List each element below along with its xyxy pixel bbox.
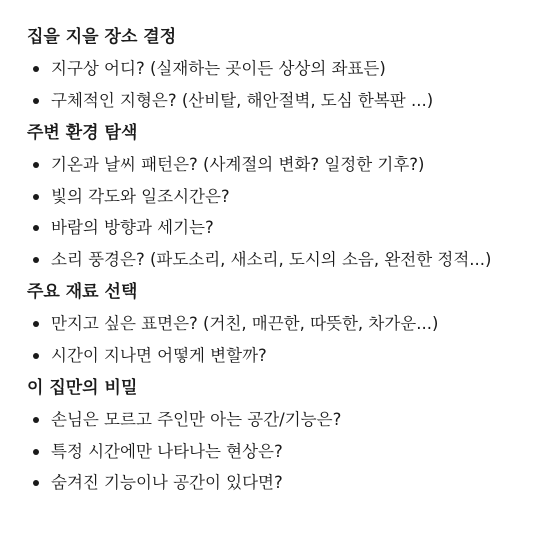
bullet-icon <box>33 162 39 168</box>
section-materials <box>27 281 527 371</box>
bullet-icon <box>33 353 39 359</box>
list-item-text: 기온과 날씨 패턴은? (사계절의 변화? 일정한 기후?) <box>51 155 425 174</box>
section-title: 주변 환경 탐색 <box>27 123 138 143</box>
section-title: 이 집만의 비밀 <box>27 378 138 398</box>
section-title: 주요 재료 선택 <box>27 282 138 302</box>
bullet-list <box>27 404 527 499</box>
list-item <box>27 436 527 468</box>
section-title: 집을 지을 장소 결정 <box>27 27 177 47</box>
list-item <box>27 467 527 499</box>
document-body <box>27 26 527 505</box>
list-item-text: 만지고 싶은 표면은? (거친, 매끈한, 따뜻한, 차가운...) <box>51 314 439 333</box>
bullet-icon <box>33 257 39 263</box>
list-item <box>27 53 527 85</box>
bullet-list <box>27 308 527 371</box>
bullet-icon <box>33 225 39 231</box>
list-item <box>27 149 527 181</box>
list-item <box>27 212 527 244</box>
bullet-icon <box>33 449 39 455</box>
list-item <box>27 85 527 117</box>
list-item-text: 지구상 어디? (실재하는 곳이든 상상의 좌표든) <box>51 59 386 78</box>
list-item-text: 손님은 모르고 주인만 아는 공간/기능은? <box>51 410 342 429</box>
list-item-text: 특정 시간에만 나타나는 현상은? <box>51 441 283 461</box>
section-location <box>27 26 527 116</box>
section-environment <box>27 122 527 275</box>
list-item-text: 소리 풍경은? (파도소리, 새소리, 도시의 소음, 완전한 정적...) <box>51 249 492 269</box>
list-item <box>27 308 527 340</box>
bullet-list <box>27 149 527 275</box>
list-item-text: 구체적인 지형은? (산비탈, 해안절벽, 도심 한복판 ...) <box>51 90 434 110</box>
list-item <box>27 244 527 276</box>
list-item-text: 숨겨진 기능이나 공간이 있다면? <box>51 473 283 492</box>
list-item <box>27 181 527 213</box>
bullet-icon <box>33 66 39 72</box>
list-item-text: 바람의 방향과 세기는? <box>51 218 214 237</box>
bullet-icon <box>33 321 39 327</box>
section-secret <box>27 377 527 499</box>
list-item-text: 빛의 각도와 일조시간은? <box>51 186 230 206</box>
bullet-icon <box>33 480 39 486</box>
bullet-icon <box>33 98 39 104</box>
list-item <box>27 340 527 372</box>
bullet-list <box>27 53 527 116</box>
list-item-text: 시간이 지나면 어떻게 변할까? <box>51 345 267 365</box>
bullet-icon <box>33 417 39 423</box>
list-item <box>27 404 527 436</box>
bullet-icon <box>33 194 39 200</box>
